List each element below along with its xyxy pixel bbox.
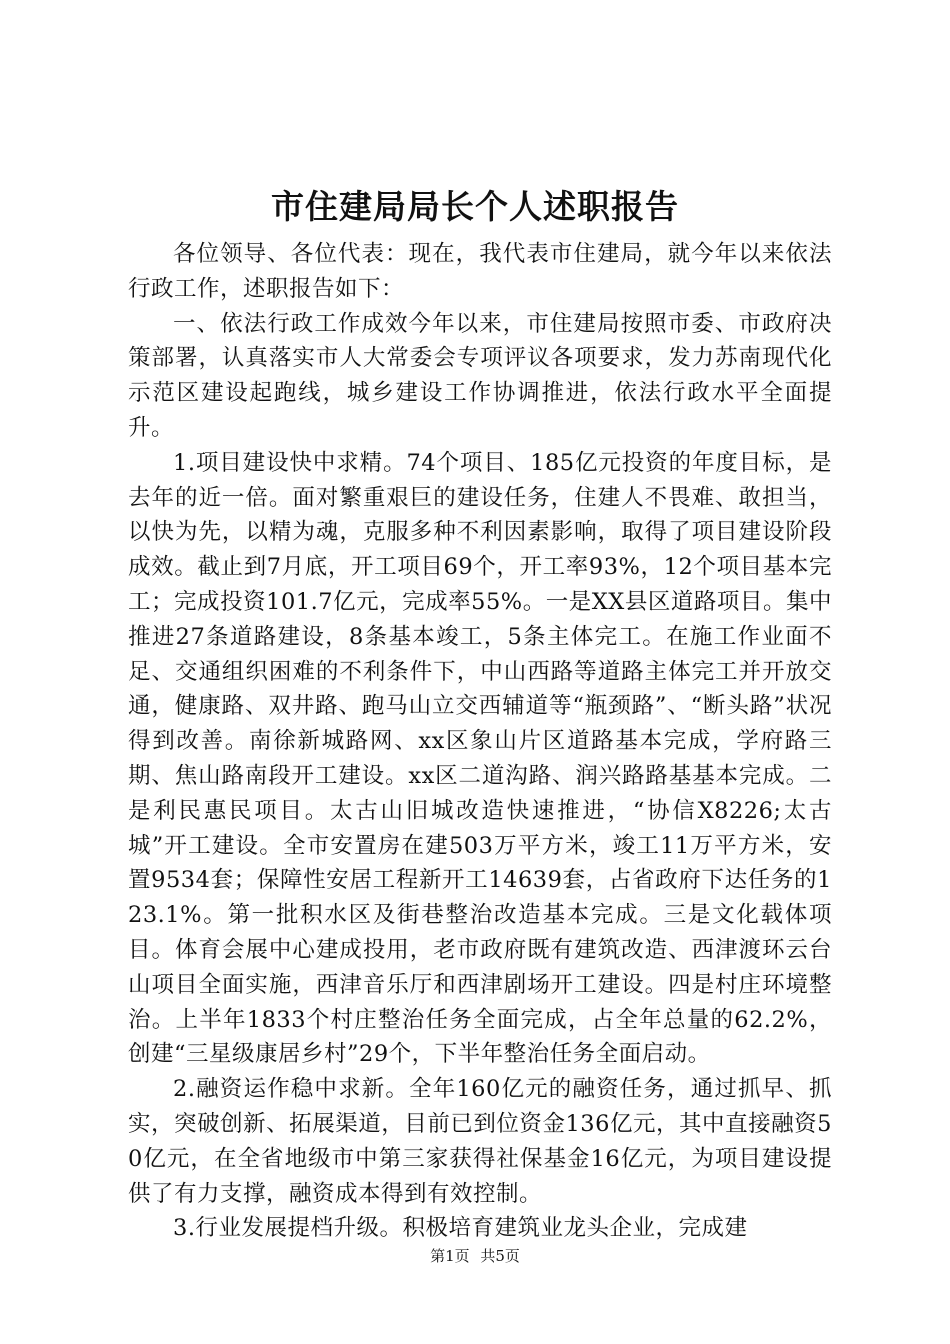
page-total: 共5页 xyxy=(480,1247,520,1265)
paragraph-project-construction: 1.项目建设快中求精。74个项目、185亿元投资的年度目标，是去年的近一倍。面对繁重艰巨的建设任务，住建人不畏难、敢担当，以快为先，以精为魂，克服多种不利因素影响，取得了项目建设阶段成效。截止到7月底，开工项目69个，开工率93%，12个项目基本完工；完成投资101.7亿元，完成率55%。一是XX县区道路项目。集中推进27条道路建设，8条基本竣工，5条主体完工。在施工作业面不足、交通组织困难的不利条件下，中山西路等道路主体完工并开放交通，健康路、双井路、跑马山立交西辅道等“瓶颈路”、“断头路”状况得到改善。南徐新城路网、xx区象山片区道路基本完成，学府路三期、焦山路南段开工建设。xx区二道沟路、润兴路路基基本完成。二是利民惠民项目。太古山旧城改造快速推进，“协信X8226;太古城”开工建设。全市安置房在建503万平方米，竣工11万平方米，安置9534套；保障性安居工程新开工14639套，占省政府下达任务的123.1%。第一批积水区及街巷整治改造基本完成。三是文化载体项目。体育会展中心建成投用，老市政府既有建筑改造、西津渡环云台山项目全面实施，西津音乐厅和西津剧场开工建设。四是村庄环境整治。上半年1833个村庄整治任务全面完成，占全年总量的62.2%，创建“三星级康居乡村”29个，下半年整治任务全面启动。 xyxy=(128,449,832,1068)
paragraph-industry-development: 3.行业发展提档升级。积极培育建筑业龙头企业，完成建 xyxy=(173,1215,748,1242)
document-body xyxy=(128,237,832,1246)
paragraph-financing: 2.融资运作稳中求新。全年160亿元的融资任务，通过抓早、抓实，突破创新、拓展渠道，目前已到位资金136亿元，其中直接融资50亿元，在全省地级市中第三家获得社保基金16亿元，为项目建设提供了有力支撑，融资成本得到有效控制。 xyxy=(128,1076,832,1207)
paragraph-greeting: 各位领导、各位代表：现在，我代表市住建局，就今年以来依法行政工作，述职报告如下： xyxy=(128,241,832,302)
page-footer xyxy=(0,1245,950,1267)
paragraph-section-one: 一、依法行政工作成效今年以来，市住建局按照市委、市政府决策部署，认真落实市人大常委会专项评议各项要求，发力苏南现代化示范区建设起跑线，城乡建设工作协调推进，依法行政水平全面提升。 xyxy=(128,310,832,441)
page-number: 第1页 xyxy=(430,1247,470,1265)
document-title: 市住建局局长个人述职报告 xyxy=(271,187,679,226)
